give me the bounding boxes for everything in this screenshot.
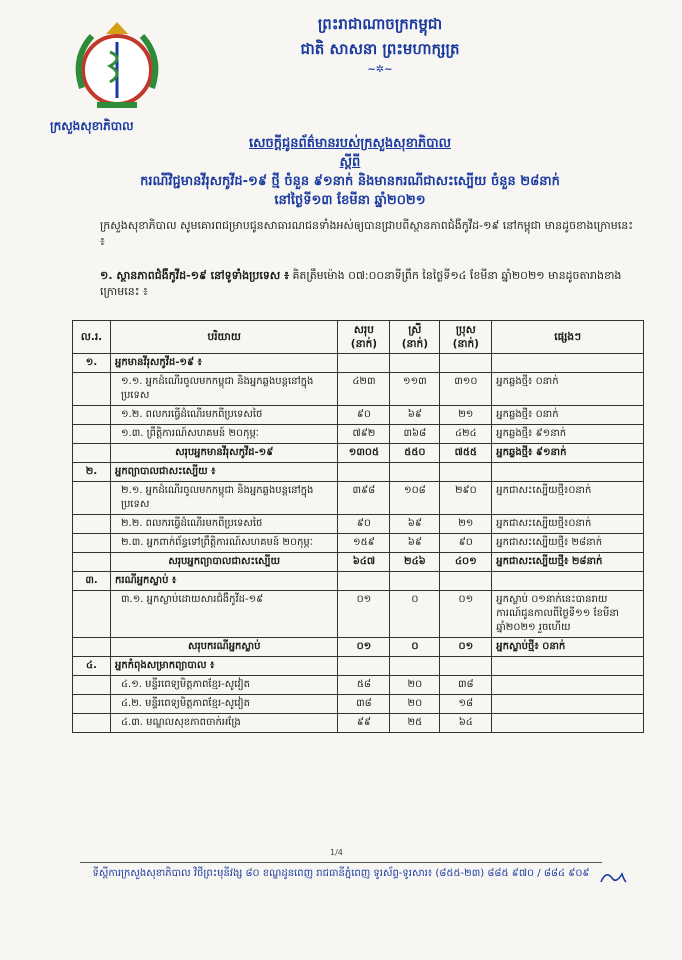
cell-total [338,657,390,676]
cell-female: ១១៣ [390,373,440,406]
cell-total: ៣៩៨ [338,482,390,515]
table-row [73,714,644,733]
cell-description: អ្នកកំពុងសម្រាកព្យាបាល ៖ [110,657,337,676]
table-row [73,591,644,638]
cell-no: ២. [73,463,111,482]
cell-total [338,354,390,373]
cell-total: ៧៩២ [338,425,390,444]
cell-no [73,695,111,714]
kingdom-title: ព្រះរាជាណាចក្រកម្ពុជា [317,15,443,33]
cell-note [492,463,644,482]
table-row [73,373,644,406]
title-line-4: នៅថ្ងៃទី១៣ ខែមីនា ឆ្នាំ២០២១ [274,193,426,208]
cell-no [73,676,111,695]
cell-description: ២.៣. អ្នកពាក់ព័ន្ធទៅព្រឹត្តិការណ៍សហគមន៍ ២០កុម្ភៈ [110,534,337,553]
cell-description: ៤.២. មន្ទីរពេទ្យមិត្តភាពខ្មែរ-សូវៀត [110,695,337,714]
cell-female: ២៤៦ [390,553,440,572]
kingdom-header [230,14,530,75]
col-header-male: ប្រុស (នាក់) [440,321,492,354]
cell-description: អ្នកព្យាបាលជាសះស្បើយ ៖ [110,463,337,482]
cell-male: ២១ [440,515,492,534]
cell-description: អ្នកមានវីរុសកូវីដ-១៩ ៖ [110,354,337,373]
cell-note [492,354,644,373]
cell-male: ៣១០ [440,373,492,406]
cell-note [492,714,644,733]
cell-note: អ្នកជាសះស្បើយថ្មី៖០នាក់ [492,515,644,534]
cell-note: អ្នកឆ្លងថ្មី៖ ៩១នាក់ [492,444,644,463]
cell-description: ២.២. ពលករធ្វើដំណើរមកពីប្រទេសថៃ [110,515,337,534]
cell-description: ករណីអ្នកស្លាប់ ៖ [110,572,337,591]
nation-religion-king: ជាតិ សាសនា ព្រះមហាក្សត្រ [300,40,460,58]
cell-no [73,591,111,638]
cell-female: ០ [390,591,440,638]
table-row [73,553,644,572]
cell-total: ៤២៣ [338,373,390,406]
cell-no [73,444,111,463]
cell-total: ១៥៩ [338,534,390,553]
intro-paragraph: ក្រសួងសុខាភិបាល សូមគោរពជម្រាបជូនសាធារណជនទាំងអស់ឲ្យបានជ្រាបពីស្ថានភាពជំងឺកូវីដ-១៩ នៅកម្ពុជា មានដូចខាងក្រោមនេះ ៖ [100,219,634,248]
covid-stats-table [72,320,644,733]
cell-female: ៦៩ [390,534,440,553]
cell-note [492,695,644,714]
cell-female [390,354,440,373]
cell-female: ០ [390,638,440,657]
table-row [73,482,644,515]
cell-no [73,515,111,534]
table-row [73,425,644,444]
cell-no [73,482,111,515]
cell-no [73,638,111,657]
ministry-name: ក្រសួងសុខាភិបាល [50,119,134,133]
title-line-1: សេចក្តីជូនព័ត៌មានរបស់ក្រសួងសុខាភិបាល [249,136,451,151]
cell-no [73,553,111,572]
cell-description: ៤.១. មន្ទីរពេទ្យមិត្តភាពខ្មែរ-សូវៀត [110,676,337,695]
cell-description: ៤.៣. មណ្ឌលសុខភាពចាក់អង្រែ [110,714,337,733]
cell-no [73,425,111,444]
cell-no: ៣. [73,572,111,591]
cell-total: ១៣០៥ [338,444,390,463]
section-1-text: គិតត្រឹមម៉ោង ០៧:០០នាទីព្រឹក នៃថ្ងៃទី១៤ ខែមីនា ឆ្នាំ២០២១ មានដូចតារាងខាងក្រោមនេះ ៖ [100,269,622,298]
cell-male: ៦៤ [440,714,492,733]
signature-mark-icon [598,868,628,888]
table-row [73,572,644,591]
cell-description: ២.១. អ្នកដំណើរចូលមកកម្ពុជា និងអ្នកឆ្លងបន្តនៅក្នុងប្រទេស [110,482,337,515]
footer-address: ទីស្តីការក្រសួងសុខាភិបាល វិថីព្រះមុនីវង្ស ៨០ ខណ្ឌដូនពេញ រាជធានីភ្នំពេញ ទូរស័ព្ទ-ទូរសារ៖ (៨៥៥-២៣) ៨៨៥ ៩៧០ / ៨៨៤ ៩០៩ [92,868,590,879]
cell-female: ៣៦៨ [390,425,440,444]
cell-male: ២៩០ [440,482,492,515]
cell-no: ៤. [73,657,111,676]
cell-description: ១.១. អ្នកដំណើរចូលមកកម្ពុជា និងអ្នកឆ្លងបន្តនៅក្នុងប្រទេស [110,373,337,406]
title-line-3: ករណីវិជ្ជមានវីរុសកូវីដ-១៩ ថ្មី ចំនួន ៩១នាក់ និងមានករណីជាសះស្បើយ ចំនួន ២៨នាក់ [140,174,560,189]
cell-female [390,572,440,591]
table-row [73,695,644,714]
cell-note: អ្នកឆ្លងថ្មី៖ ០នាក់ [492,373,644,406]
table-row [73,463,644,482]
cell-male: ២១ [440,406,492,425]
cell-note: អ្នកជាសះស្បើយថ្មី៖០នាក់ [492,482,644,515]
col-header-total: សរុប (នាក់) [338,321,390,354]
cell-description: សរុបអ្នកមានវីរុសកូវីដ-១៩ [110,444,337,463]
cell-female [390,657,440,676]
cell-description: សរុបករណីអ្នកស្លាប់ [110,638,337,657]
cell-female: ២០ [390,676,440,695]
cell-note: អ្នកស្លាប់ថ្មី៖ ០នាក់ [492,638,644,657]
cell-total: ០១ [338,591,390,638]
cell-note [492,657,644,676]
cell-female: ៦៩ [390,406,440,425]
col-header-description: បរិយាយ [110,321,337,354]
cell-no [73,406,111,425]
cell-total: ៩០ [338,406,390,425]
col-header-other: ផ្សេងៗ [492,321,644,354]
footer-divider [80,862,602,863]
cell-female: ២០ [390,695,440,714]
cell-male: ៣៨ [440,676,492,695]
table-row [73,515,644,534]
cell-total: ៦៤៧ [338,553,390,572]
cell-male: ០១ [440,638,492,657]
cell-male: ៤០១ [440,553,492,572]
cell-no [73,373,111,406]
cell-male: ១៨ [440,695,492,714]
cell-female: ១០៨ [390,482,440,515]
col-header-female: ស្រី (នាក់) [390,321,440,354]
table-row [73,444,644,463]
section-1-heading: ១. ស្ថានភាពជំងឺកូវីដ-១៩ នៅទូទាំងប្រទេស ៖ [100,269,289,282]
cell-description: សរុបអ្នកព្យាបាលជាសះស្បើយ [110,553,337,572]
table-row [73,534,644,553]
cell-male [440,463,492,482]
cell-no: ១. [73,354,111,373]
cell-total: ០១ [338,638,390,657]
table-row [73,638,644,657]
cell-total: ៥៨ [338,676,390,695]
table-header-row [73,321,644,354]
ornament: ~✲~ [367,64,393,75]
cell-male [440,657,492,676]
cell-note: អ្នកឆ្លងថ្មី៖ ៩១នាក់ [492,425,644,444]
ministry-logo-icon [62,18,172,118]
cell-note: អ្នកជាសះស្បើយថ្មី៖ ២៨នាក់ [492,534,644,553]
cell-total: ៩០ [338,515,390,534]
cell-total: ៩៩ [338,714,390,733]
table-row [73,676,644,695]
cell-male: ៩០ [440,534,492,553]
cell-no [73,534,111,553]
cell-female: ៥៥០ [390,444,440,463]
cell-male: ៤២៤ [440,425,492,444]
cell-male [440,354,492,373]
cell-male: ០១ [440,591,492,638]
cell-total [338,572,390,591]
cell-no [73,714,111,733]
table-row [73,354,644,373]
page-number: 1/4 [330,848,343,857]
table-row [73,406,644,425]
cell-female: ២៥ [390,714,440,733]
table-body [73,354,644,733]
cell-note: អ្នកជាសះស្បើយថ្មី៖ ២៨នាក់ [492,553,644,572]
cell-description: ៣.១. អ្នកស្លាប់ដោយសារជំងឺកូវីដ-១៩ [110,591,337,638]
cell-total [338,463,390,482]
cell-male [440,572,492,591]
title-line-2: ស្តីពី [339,155,361,170]
cell-note [492,572,644,591]
cell-female: ៦៩ [390,515,440,534]
col-header-no: ល.រ. [73,321,111,354]
cell-female [390,463,440,482]
cell-total: ៣៨ [338,695,390,714]
table-row [73,657,644,676]
section-1 [100,268,640,300]
cell-note: អ្នកឆ្លងថ្មី៖ ០នាក់ [492,406,644,425]
cell-description: ១.២. ពលករធ្វើដំណើរមកពីប្រទេសថៃ [110,406,337,425]
document-title [60,134,640,210]
cell-description: ១.៣. ព្រឹត្តិការណ៍សហគមន៍ ២០កុម្ភៈ [110,425,337,444]
cell-male: ៧៥៥ [440,444,492,463]
cell-note [492,676,644,695]
cell-note: អ្នកស្លាប់ ០១នាក់នេះបានរាយការណ៍ជូនកាលពីថ្ងៃទី១១ ខែមីនា ឆ្នាំ២០២១ រួចហើយ [492,591,644,638]
